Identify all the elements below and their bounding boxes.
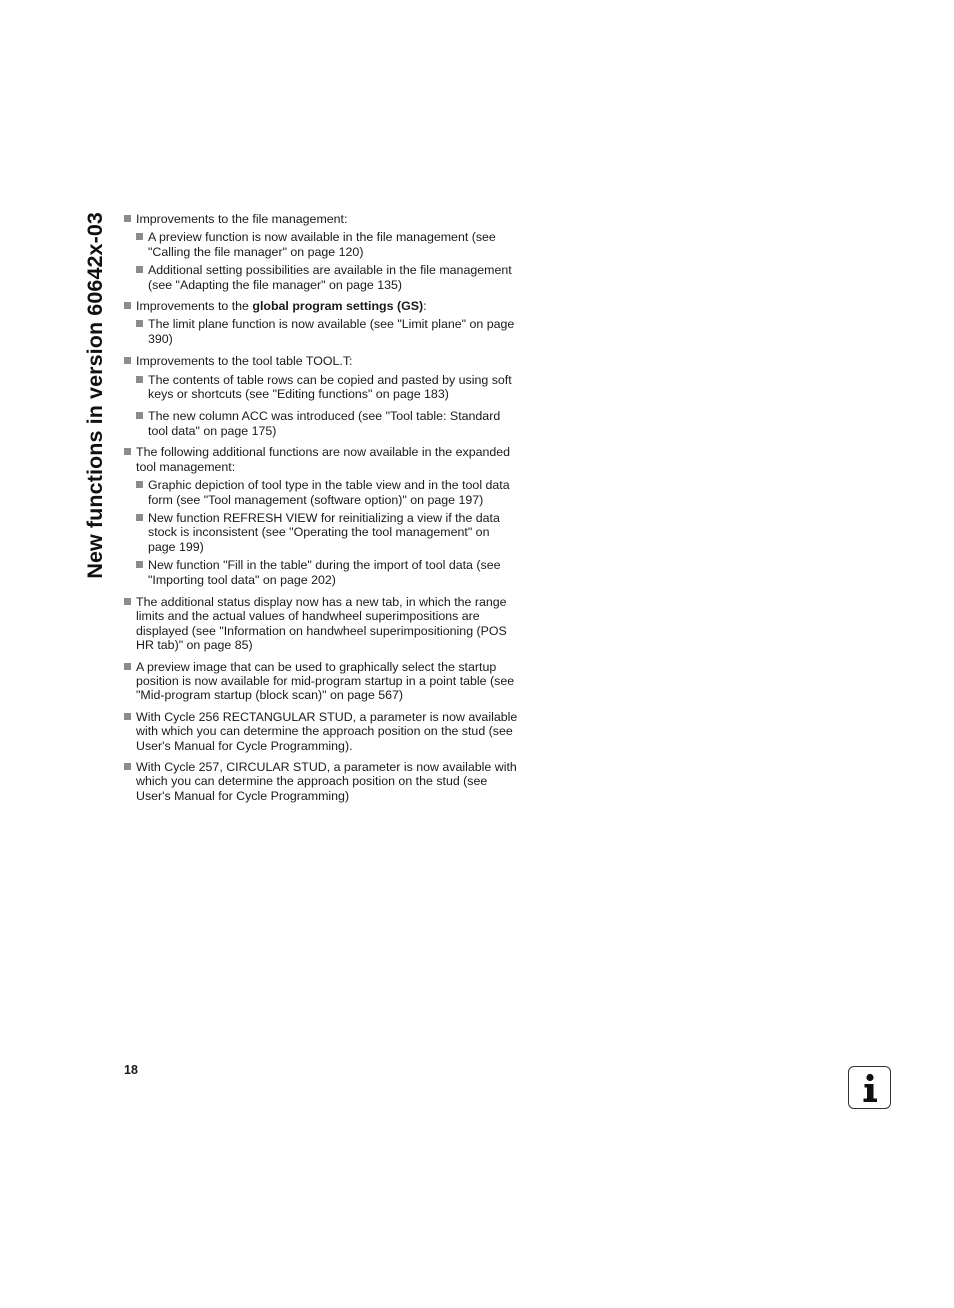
page-number: 18 <box>124 1063 138 1077</box>
square-bullet-icon <box>136 412 143 419</box>
sub-list <box>136 373 520 439</box>
square-bullet-icon <box>136 481 143 488</box>
list-item-text-after: : <box>423 299 427 314</box>
square-bullet-icon <box>136 514 143 521</box>
square-bullet-icon <box>136 561 143 568</box>
info-glyph <box>849 1067 892 1110</box>
side-title-text: New functions in version 60642x-03 <box>83 212 107 579</box>
square-bullet-icon <box>136 376 143 383</box>
sub-list-item <box>136 409 520 438</box>
list-item <box>124 299 520 346</box>
square-bullet-icon <box>124 302 131 309</box>
sub-list-item <box>136 511 520 554</box>
list-item <box>124 660 520 703</box>
square-bullet-icon <box>124 448 131 455</box>
feature-list <box>124 212 520 810</box>
square-bullet-icon <box>124 663 131 670</box>
list-item-text: The additional status display now has a new tab, in which the range limits and the actual values of handwheel superimpositions are displayed (see "Information on handwheel superimpositioning (POS HR tab)" on page 85) <box>136 594 507 653</box>
sub-list-item <box>136 317 520 346</box>
square-bullet-icon <box>124 598 131 605</box>
sub-list-item <box>136 478 520 507</box>
list-item <box>124 212 520 292</box>
sub-list-item-text: The new column ACC was introduced (see "Tool table: Standard tool data" on page 175) <box>148 409 501 438</box>
sub-list-item-text: New function REFRESH VIEW for reinitializing a view if the data stock is inconsistent (see "Operating the tool management" on page 199) <box>148 510 500 554</box>
side-title <box>72 212 118 602</box>
list-item <box>124 710 520 753</box>
square-bullet-icon <box>136 233 143 240</box>
sub-list-item <box>136 263 520 292</box>
sub-list-item-text: A preview function is now available in the file management (see "Calling the file manager" on page 120) <box>148 230 496 259</box>
square-bullet-icon <box>124 763 131 770</box>
list-item-text-before: Improvements to the <box>136 299 253 314</box>
info-icon <box>848 1066 891 1109</box>
sub-list <box>136 317 520 346</box>
list-item <box>124 354 520 438</box>
square-bullet-icon <box>136 320 143 327</box>
sub-list-item <box>136 373 520 402</box>
sub-list-item-text: The limit plane function is now available (see "Limit plane" on page 390) <box>148 317 515 346</box>
sub-list-item-text: The contents of table rows can be copied and pasted by using soft keys or shortcuts (see "Editing functions" on page 183) <box>148 372 512 402</box>
sub-list-item-text: Additional setting possibilities are available in the file management (see "Adapting the file manager" on page 135) <box>148 263 512 292</box>
list-item-text: The following additional functions are now available in the expanded tool management: <box>136 445 511 474</box>
square-bullet-icon <box>124 713 131 720</box>
list-item-text: Improvements to the file management: <box>136 212 348 226</box>
list-item <box>124 445 520 587</box>
list-item <box>124 760 520 803</box>
list-item-text: Improvements to the tool table TOOL.T: <box>136 354 353 369</box>
sub-list-item <box>136 558 520 587</box>
square-bullet-icon <box>124 215 131 222</box>
list-item-text-bold: global program settings (GS) <box>252 299 424 314</box>
sub-list-item <box>136 230 520 259</box>
sub-list-item-text: Graphic depiction of tool type in the table view and in the tool data form (see "Tool management (software option)" on page 197) <box>148 478 510 507</box>
sub-list <box>136 230 520 292</box>
list-item-text: With Cycle 256 RECTANGULAR STUD, a parameter is now available with which you can determine the approach position on the stud (see User's Manual for Cycle Programming). <box>136 709 518 753</box>
square-bullet-icon <box>136 266 143 273</box>
list-item-text: A preview image that can be used to graphically select the startup position is now available for mid-program startup in a point table (see "Mid-program startup (block scan)" on page 567) <box>136 659 515 703</box>
square-bullet-icon <box>124 357 131 364</box>
list-item-text: With Cycle 257, CIRCULAR STUD, a parameter is now available with which you can determine the approach position on the stud (see User's Manual for Cycle Programming) <box>136 760 517 803</box>
list-item <box>124 595 520 653</box>
sub-list-item-text: New function "Fill in the table" during the import of tool data (see "Importing tool data" on page 202) <box>148 558 501 587</box>
sub-list <box>136 478 520 587</box>
